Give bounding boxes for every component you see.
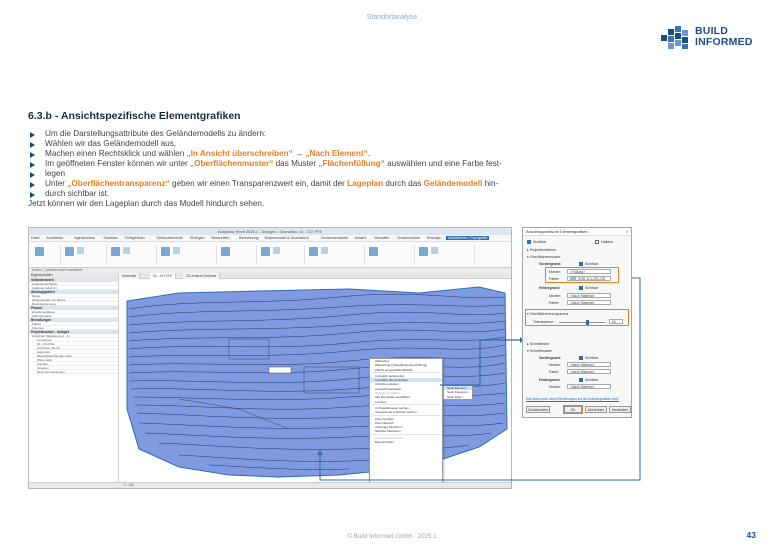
panel-section-header[interactable]: Projektbrowser - Anlage1 (29, 330, 118, 334)
cut-foreground-visible[interactable]: Sichtbar (579, 355, 631, 361)
ribbon-tabs (29, 235, 511, 242)
logo-line-1: BUILD (695, 25, 729, 37)
submenu-item[interactable]: Nach Filter... (447, 394, 464, 399)
panel-row[interactable]: Gruppen (29, 366, 118, 370)
apply-button[interactable]: Anwenden (609, 406, 631, 413)
view-tab[interactable]: 3D-Ansicht Gelände (183, 273, 220, 279)
visible-checkbox[interactable]: Sichtbar (523, 239, 631, 245)
terrain-canvas[interactable] (119, 279, 512, 484)
context-menu-item[interactable]: Vorlage auswählen (375, 391, 401, 396)
cancel-button[interactable]: Abbrechen (585, 406, 607, 413)
properties-panel (29, 273, 119, 482)
logo-text (695, 26, 753, 48)
color-select[interactable]: RGB 114-200-235 (567, 276, 611, 281)
panel-section-header[interactable]: Geländemodell (29, 278, 118, 282)
bullet-continuation: durch sichtbar ist. (28, 189, 648, 199)
ribbon-tab[interactable]: Gebäudetechnik (156, 236, 183, 240)
pattern-label: Muster: (549, 270, 561, 274)
context-menu-item[interactable]: Zoom Bereich (375, 420, 394, 425)
window-titlebar (29, 228, 511, 235)
context-menu-item[interactable]: Eigenschaften (375, 440, 395, 445)
instruction-list (28, 129, 648, 209)
dialog-title: Ansichtsspezifische Elementgrafiken × (523, 228, 631, 236)
bullet-item: Im geöffneten Fenster können wir unter „Oberflächenmuster“ das Muster „Flächenfüllung“ auswählen und eine Farbe fest- (28, 159, 648, 169)
subregion-icon (431, 247, 438, 254)
close-icon[interactable]: × (625, 229, 628, 234)
ribbon-group[interactable] (61, 245, 107, 265)
submenu-item[interactable]: Nach Kategorie... (447, 390, 471, 395)
ribbon-group[interactable] (217, 245, 257, 265)
transparency-input[interactable]: 60 (609, 319, 623, 324)
cut-pattern-label: Muster: (549, 363, 561, 367)
panel-section-header[interactable]: Bemaßungen (29, 318, 118, 322)
cut-foreground-label: Vordergrund (539, 356, 561, 360)
page-number: 43 (746, 530, 756, 540)
cut-pattern-select[interactable]: <Nach Material> (567, 362, 611, 367)
footer-copyright: © Build Informed Gmbh · 2025.1 (347, 533, 437, 540)
highlight-frame (525, 309, 629, 326)
submenu-item[interactable]: Nach Element... (444, 386, 472, 390)
ribbon-tab[interactable]: Verwalten (373, 236, 390, 240)
ribbon-panel (29, 242, 511, 268)
highlight-frame (563, 405, 583, 414)
cut-color-label: Farbe: (549, 370, 560, 374)
context-menu-item[interactable]: In Projektbrowser suchen (375, 405, 409, 410)
background-visible-checkbox[interactable]: Sichtbar (579, 285, 631, 291)
cut-bg-pattern-select[interactable]: <Nach Material> (567, 384, 611, 389)
geometry-icon (111, 247, 120, 256)
measure-icon (261, 247, 270, 256)
view-control-bar: 1 : 100 (29, 482, 511, 488)
panel-row[interactable]: Höhenversatz von Ebene (29, 298, 118, 302)
bg-pattern-select[interactable]: <Nach Material> (567, 293, 611, 298)
foreground-visible-checkbox[interactable]: Sichtbar (579, 261, 631, 267)
revit-screenshot (28, 227, 512, 489)
create-icon (273, 247, 280, 254)
panel-row[interactable]: Familien (29, 362, 118, 366)
projection-lines-section[interactable]: ▸ Projektionslinien (527, 248, 556, 252)
terrain-surface[interactable] (127, 287, 507, 477)
join-icon (123, 247, 130, 254)
panel-row[interactable]: Abbruchphase (29, 314, 118, 318)
ribbon-group[interactable] (31, 245, 61, 265)
context-menu-item[interactable]: Löschen (375, 399, 387, 404)
view-tab[interactable]: Startseite (119, 273, 140, 279)
closing-line: Jetzt können wir den Lageplan durch das Modell hindurch sehen. (28, 199, 265, 208)
ribbon-tab[interactable]: Beschriften (211, 236, 230, 240)
ribbon-tab[interactable]: Einfügen (190, 236, 205, 240)
context-menu-item[interactable]: Zoom Fenster (375, 416, 394, 421)
surface-patterns-section[interactable]: ▾ Oberflächenmuster (527, 255, 561, 259)
cut-background-visible[interactable]: Sichtbar (579, 377, 631, 383)
cut-bg-pattern-label: Muster: (549, 385, 561, 389)
context-menu (369, 358, 443, 485)
bg-pattern-label: Muster: (549, 294, 561, 298)
ribbon-tab[interactable]: Körpermodell & Grundstück (264, 236, 309, 240)
surface-transparency-section[interactable]: ▾ Oberflächentransparenz (527, 312, 569, 316)
view-icon (221, 247, 230, 256)
ribbon-tab[interactable]: Ansicht (354, 236, 367, 240)
ribbon-tab[interactable]: Enscape (426, 236, 441, 240)
pattern-select[interactable]: <Füllung> (567, 269, 611, 274)
cut-background-label: Hintergrund (539, 378, 560, 382)
context-menu-item[interactable]: In Ansicht überschreiben (370, 378, 442, 382)
logo-line-2: INFORMED (695, 36, 753, 48)
ribbon-tab[interactable]: Datei (31, 236, 40, 240)
edit-surface-icon (369, 247, 378, 256)
move-icon (161, 247, 170, 256)
topography-icon (309, 247, 318, 256)
header-title: Standortanalyse (366, 14, 418, 21)
panel-row[interactable]: Erstellungsphase (29, 310, 118, 314)
properties-title: Eigenschaften (29, 273, 118, 278)
help-link[interactable]: Wie wirken sich diese Einstellungen auf die Ansichtsgrafiken aus? (526, 397, 620, 401)
panel-row[interactable]: Legenden (29, 350, 118, 354)
ok-button[interactable]: OK (564, 406, 582, 413)
context-menu-item[interactable]: Nächste Pan/Zoom (375, 429, 401, 434)
highlight-frame (545, 267, 619, 283)
context-menu-item[interactable]: Wiederholen [Oberflächenbeschriftung] (375, 363, 428, 368)
panel-row[interactable]: Volumen (29, 326, 118, 330)
cut-color-select[interactable]: <Nach Material> (567, 369, 611, 374)
ribbon-group[interactable] (157, 245, 217, 265)
property-line-icon (321, 247, 328, 254)
cut-lines-section[interactable]: ▸ Schnittlinien (527, 342, 550, 346)
clipboard-icon (65, 247, 74, 256)
ribbon-tab[interactable]: Architektur (46, 236, 64, 240)
cut-patterns-section[interactable]: ▾ Schnittmuster (527, 349, 552, 353)
modify-icon (35, 247, 44, 256)
section-title: 6.3.b - Ansichtspezifische Elementgrafiken (28, 110, 241, 122)
panel-row[interactable]: Geländeoberfläche (29, 282, 118, 286)
color-label: Farbe: (549, 277, 560, 281)
element-graphics-dialog (522, 227, 632, 418)
ribbon-group[interactable] (257, 245, 305, 265)
panel-row[interactable]: Raumbegrenzung (29, 302, 118, 306)
panel-row[interactable]: Grundrisse (29, 338, 118, 342)
panel-section-header[interactable]: Abhängigkeiten (29, 290, 118, 294)
options-bar: Ändern | Geländemodell auswählen (29, 268, 511, 273)
ribbon-group[interactable] (365, 245, 415, 265)
bullet-item: Wählen wir das Geländemodell aus, (28, 139, 648, 149)
transparency-label: Transparenz: (533, 320, 555, 324)
panel-row[interactable]: 01 - OG FFE (29, 342, 118, 346)
view-tab[interactable]: 01 - OG FFE (150, 273, 176, 279)
context-menu-item[interactable]: Zuletzt ausgewählte Befehle (375, 367, 413, 372)
ribbon-tab[interactable]: Zusammenarbeit (320, 236, 348, 240)
panel-row[interactable]: Fläche (29, 322, 118, 326)
bullet-item: Machen einen Rechtsklick und wählen „In Ansicht überschreiben“ → „Nach Element“. (28, 149, 648, 159)
ribbon-group[interactable] (305, 245, 365, 265)
panel-row[interactable]: Bauteillisten/Mengen (alle) (29, 354, 118, 358)
ribbon-tab[interactable]: Modifizieren | Topografie (448, 236, 488, 240)
ribbon-tab[interactable]: Zusatzmodule (397, 236, 420, 240)
bg-color-select[interactable]: <Nach Material> (567, 300, 611, 305)
context-menu-item[interactable]: Alle Exemplare auswählen (375, 395, 411, 400)
panel-section-header[interactable]: Phasen (29, 306, 118, 310)
reset-button[interactable]: Zurücksetzen (527, 408, 549, 412)
override-submenu (443, 385, 473, 400)
background-label: Hintergrund (539, 286, 560, 290)
bullet-item: Unter „Oberflächentransparenz“ geben wir einen Transparenzwert ein, damit der Lageplan durch das Geländemodell hin- (28, 179, 648, 189)
context-menu-item[interactable]: Ansicht durchsuchen (375, 435, 403, 440)
context-menu-item[interactable]: Abbrechen (375, 359, 390, 363)
context-menu-item[interactable]: In Ansicht ausblenden (375, 373, 405, 378)
ribbon-tab[interactable]: Ingenieurbau (73, 236, 95, 240)
context-menu-item[interactable]: Verweisende Ansichten suchen (375, 410, 417, 415)
context-menu-item[interactable]: Auswahl bearbeiten (375, 386, 402, 391)
panel-row[interactable]: Name (29, 294, 118, 298)
bullet-item: Um die Darstellungsattribute des Geländemodells zu ändern: (28, 129, 648, 139)
panel-row[interactable]: Ansichten (Gliederung 1 - 1) (29, 334, 118, 338)
ribbon-tab[interactable]: Berechnung (239, 236, 259, 240)
panel-row[interactable]: Geländemodell (1) (29, 286, 118, 290)
logo-icon (660, 25, 690, 51)
panel-row[interactable]: Ansichten (Nord) (29, 346, 118, 350)
context-menu-item[interactable]: Vorherige Pan/Zoom (375, 425, 403, 430)
panel-row[interactable]: Revit-Verknüpfungen (29, 370, 118, 374)
ribbon-group[interactable] (107, 245, 157, 265)
build-informed-logo (660, 23, 756, 53)
ribbon-tab[interactable]: Stahlbau (103, 236, 118, 240)
bullet-continuation: legen (28, 169, 648, 179)
window-title: Autodesk Revit 2025.1 - Anlage1 - Grundriss: 01 - OG FFE (217, 229, 323, 234)
bg-color-label: Farbe: (549, 301, 560, 305)
panel-row[interactable]: Pläne (alle) (29, 358, 118, 362)
ribbon-group[interactable] (415, 245, 475, 265)
context-menu-item[interactable]: Ähnliche erstellen (375, 382, 399, 387)
halftone-checkbox[interactable]: Halbton (595, 239, 631, 245)
grading-icon (419, 247, 428, 256)
foreground-label: Vordergrund (539, 262, 561, 266)
ribbon-tab[interactable]: Fertigteilbau (124, 236, 145, 240)
rotate-icon (173, 247, 180, 254)
paste-icon (77, 247, 84, 254)
